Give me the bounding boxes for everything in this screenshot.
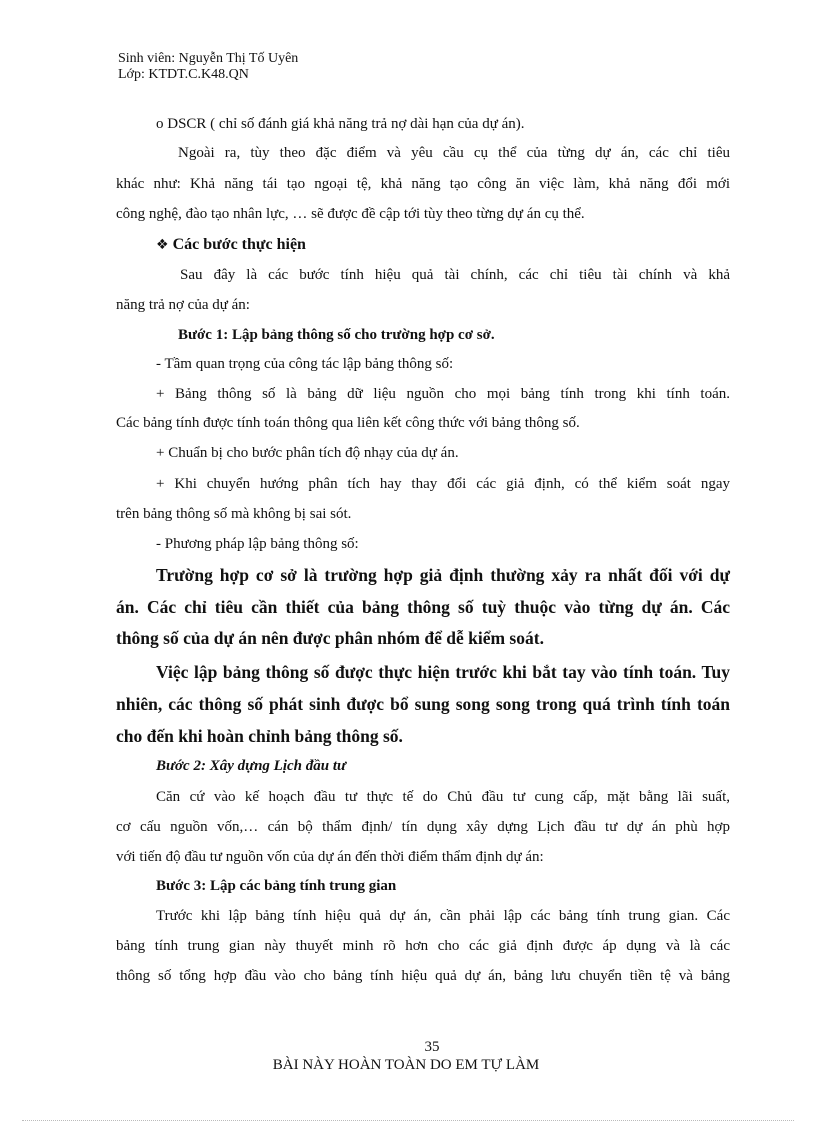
step2-title: Bước 2: Xây dựng Lịch đầu tư bbox=[156, 758, 347, 774]
bold-paragraph-line: án. Các chỉ tiêu cần thiết của bảng thông số tuỳ thuộc vào từng dự án. Các bbox=[116, 597, 730, 617]
paragraph-line: bảng tính trung gian này thuyết minh rõ hơn cho các giả định được áp dụng và là các bbox=[116, 938, 730, 954]
paragraph-line: trên bảng thông số mà không bị sai sót. bbox=[116, 506, 352, 522]
footer-note: BÀI NÀY HOÀN TOÀN DO EM TỰ LÀM bbox=[272, 1057, 540, 1073]
class-code: Lớp: KTDT.C.K48.QN bbox=[118, 67, 249, 82]
paragraph-line: cơ cấu nguồn vốn,… cán bộ thẩm định/ tín dụng xây dựng Lịch đầu tư dự án phù hợp bbox=[116, 819, 730, 835]
list-item: + Bảng thông số là bảng dữ liệu nguồn cho mọi bảng tính trong khi tính toán. bbox=[156, 386, 730, 402]
paragraph-line: với tiến độ đầu tư nguồn vốn của dự án đến thời điểm thẩm định dự án: bbox=[116, 849, 544, 865]
diamond-bullet-icon: ❖ bbox=[156, 237, 169, 253]
section-title: Các bước thực hiện bbox=[172, 236, 306, 253]
bold-paragraph-line: nhiên, các thông số phát sinh được bổ sung song song trong quá trình tính toán bbox=[116, 694, 730, 714]
step3-title: Bước 3: Lập các bảng tính trung gian bbox=[156, 878, 397, 894]
paragraph-line: Sau đây là các bước tính hiệu quả tài chính, các chỉ tiêu tài chính và khả bbox=[180, 267, 730, 283]
step1-title: Bước 1: Lập bảng thông số cho trường hợp cơ sở. bbox=[178, 327, 495, 343]
list-item: + Chuẩn bị cho bước phân tích độ nhạy của dự án. bbox=[156, 445, 459, 461]
student-name: Sinh viên: Nguyễn Thị Tố Uyên bbox=[118, 51, 299, 66]
bold-paragraph-line: Việc lập bảng thông số được thực hiện trước khi bắt tay vào tính toán. Tuy bbox=[156, 662, 730, 682]
dscr-item: o DSCR ( chỉ số đánh giá khả năng trả nợ dài hạn của dự án). bbox=[156, 116, 525, 132]
paragraph-line: năng trả nợ của dự án: bbox=[116, 297, 250, 313]
paragraph-line: thông số tổng hợp đầu vào cho bảng tính hiệu quả dự án, bảng lưu chuyển tiền tệ và bảng bbox=[116, 968, 730, 984]
bold-paragraph-line: cho đến khi hoàn chỉnh bảng thông số. bbox=[116, 726, 403, 746]
paragraph-line: khác như: Khả năng tái tạo ngoại tệ, khả năng tạo công ăn việc làm, khả năng đổi mới bbox=[116, 176, 730, 192]
page-number: 35 bbox=[424, 1039, 440, 1055]
section-heading bbox=[156, 236, 306, 254]
paragraph-line: Căn cứ vào kế hoạch đầu tư thực tế do Chủ đầu tư cung cấp, mặt bằng lãi suất, bbox=[156, 789, 730, 805]
list-item: + Khi chuyển hướng phân tích hay thay đổi các giả định, có thể kiểm soát ngay bbox=[156, 476, 730, 492]
paragraph-line: Ngoài ra, tùy theo đặc điểm và yêu cầu cụ thể của từng dự án, các chỉ tiêu bbox=[178, 145, 730, 161]
bold-paragraph-line: thông số của dự án nên được phân nhóm để dễ kiểm soát. bbox=[116, 628, 544, 648]
page-divider bbox=[22, 1120, 794, 1121]
paragraph-line: công nghệ, đào tạo nhân lực, … sẽ được đề cập tới tùy theo từng dự án cụ thể. bbox=[116, 206, 585, 222]
list-item: - Phương pháp lập bảng thông số: bbox=[156, 536, 359, 552]
list-item: - Tầm quan trọng của công tác lập bảng thông số: bbox=[156, 356, 454, 372]
bold-paragraph-line: Trường hợp cơ sở là trường hợp giả định thường xảy ra nhất đối với dự bbox=[156, 565, 730, 585]
paragraph-line: Các bảng tính được tính toán thông qua liên kết công thức với bảng thông số. bbox=[116, 415, 580, 431]
paragraph-line: Trước khi lập bảng tính hiệu quả dự án, cần phải lập các bảng tính trung gian. Các bbox=[156, 908, 730, 924]
